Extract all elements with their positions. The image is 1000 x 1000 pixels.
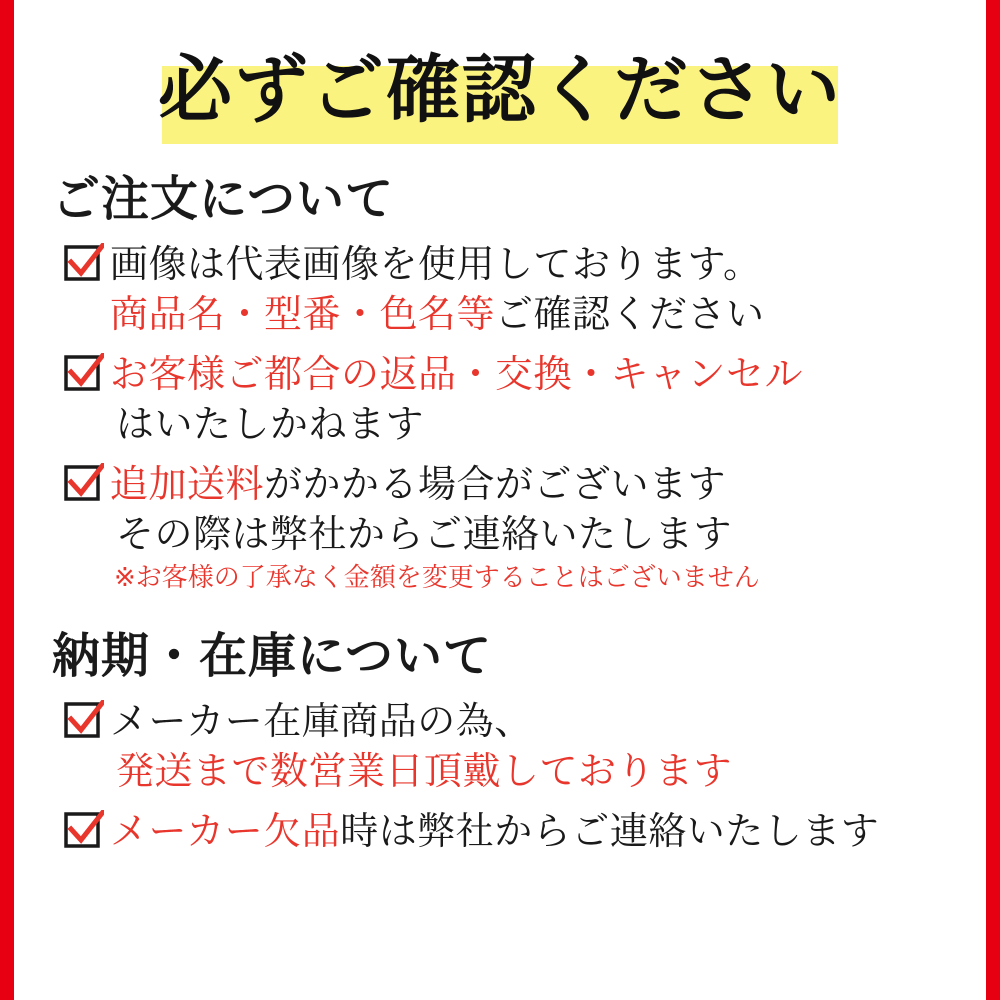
- list-item-line: [110, 806, 962, 856]
- list-item-line: 画像は代表画像を使用しております。: [110, 242, 762, 286]
- right-red-bar: [986, 0, 1000, 1000]
- left-red-bar: [0, 0, 14, 1000]
- page-title-text: 必ずご確認ください: [158, 47, 842, 133]
- list-item-line: [110, 459, 962, 509]
- list-item-text: ご確認ください: [495, 292, 765, 336]
- list-item-line: はいたしかねます: [116, 402, 425, 446]
- checkbox-checked-icon: [64, 353, 104, 393]
- checkbox-checked-icon: [64, 243, 104, 283]
- notice-page: [14, 0, 986, 1000]
- checkbox-checked-icon: [64, 463, 104, 503]
- list-item-line: メーカー在庫商品の為、: [110, 699, 533, 743]
- emphasis-text: 商品名・型番・色名等: [110, 292, 496, 336]
- section-heading-delivery: 納期・在庫について: [52, 628, 493, 684]
- list-item-text: がかかる場合がございます: [264, 462, 727, 506]
- list-item: [64, 696, 962, 796]
- list-item: [64, 349, 962, 449]
- page-title: [38, 36, 962, 144]
- list-item-line: [110, 289, 962, 339]
- emphasis-text: メーカー欠品: [110, 809, 341, 853]
- list-item-note: ※お客様の了承なく金額を変更することはございません: [114, 563, 760, 593]
- list-item: [64, 459, 962, 597]
- list-item-line: お客様ご都合の返品・交換・キャンセル: [110, 352, 804, 396]
- list-item: [64, 806, 962, 856]
- list-item-line: その際は弊社からご連絡いたします: [116, 512, 733, 556]
- checkbox-checked-icon: [64, 810, 104, 850]
- emphasis-text: 追加送料: [110, 462, 265, 506]
- list-item-line: 発送まで数営業日頂戴しております: [116, 749, 733, 793]
- section-heading-order: ご注文について: [52, 171, 395, 227]
- list-item: [64, 239, 962, 339]
- checkbox-checked-icon: [64, 700, 104, 740]
- list-item-text: 時は弊社からご連絡いたします: [340, 809, 880, 853]
